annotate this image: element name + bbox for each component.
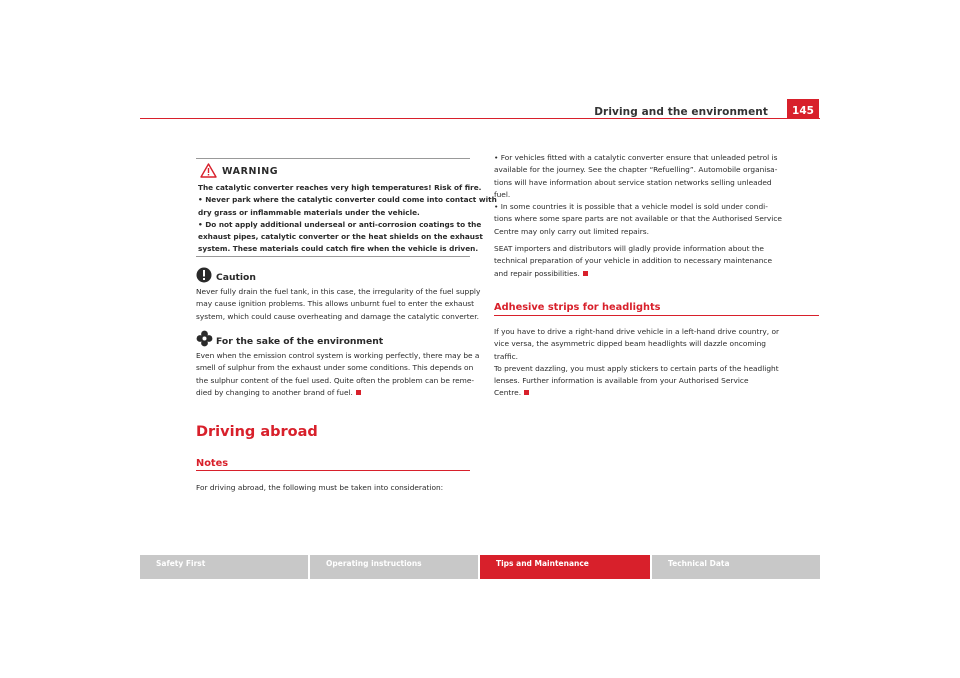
environment-line-last	[196, 387, 479, 399]
right-line: SEAT importers and distributors will gladly provide information about the	[494, 244, 764, 254]
caution-exclamation-icon	[196, 267, 212, 283]
environment-text	[196, 350, 479, 399]
notes-text: For driving abroad, the following must be taken into consideration:	[196, 483, 444, 492]
right-line: technical preparation of your vehicle in addition to necessary maintenance	[494, 256, 773, 266]
adhesive-line: vice versa, the asymmetric dipped beam headlights will dazzle oncoming	[494, 339, 766, 349]
notes-rule	[196, 470, 470, 471]
right-line: tions will have information about service station networks selling unleaded	[494, 177, 772, 187]
warning-title: WARNING	[222, 166, 279, 177]
page-number: 145	[787, 99, 819, 119]
page-header-title: Driving and the environment	[594, 106, 768, 118]
environment-flower-icon	[196, 330, 213, 347]
adhesive-rule	[494, 315, 819, 316]
caution-title: Caution	[216, 272, 256, 283]
caution-text	[196, 286, 480, 323]
right-line: tions where some spare parts are not available or that the Authorised Service	[494, 214, 782, 224]
caution-line: system, which could cause overheating and damage the catalytic converter.	[196, 311, 479, 321]
adhesive-line: traffic.	[494, 351, 519, 361]
adhesive-line: If you have to drive a right-hand drive vehicle in a left-hand drive country, or	[494, 327, 780, 336]
caution-line: Never fully drain the fuel tank, in this case, the irregularity of the fuel supply	[196, 287, 481, 296]
section-end-mark	[583, 271, 588, 276]
adhesive-line: To prevent dazzling, you must apply stickers to certain parts of the headlight	[494, 363, 779, 373]
caution-line: may cause ignition problems. This allows unburnt fuel to enter the exhaust	[196, 299, 475, 309]
warning-line: dry grass or inflammable materials under the vehicle.	[198, 207, 420, 217]
adhesive-strips-heading: Adhesive strips for headlights	[494, 302, 661, 313]
environment-line: died by changing to another brand of fuel.	[196, 387, 353, 397]
right-line-last	[494, 268, 782, 280]
environment-line: Even when the emission control system is working perfectly, there may be a	[196, 351, 480, 360]
warning-triangle-icon	[200, 163, 217, 178]
footer-navigation	[140, 555, 820, 579]
warning-line: • Never park where the catalytic converter could come into contact with	[198, 195, 497, 205]
footer-tab-safety-first[interactable]: Safety First	[140, 555, 308, 579]
right-line: fuel.	[494, 189, 511, 199]
footer-tab-technical-data[interactable]: Technical Data	[652, 555, 820, 579]
environment-line: the sulphur content of the fuel used. Quite often the problem can be reme-	[196, 375, 475, 385]
warning-line: exhaust pipes, catalytic converter or the heat shields on the exhaust	[198, 232, 483, 242]
section-end-mark	[356, 390, 361, 395]
right-column-text	[494, 152, 782, 280]
adhesive-line: lenses. Further information is available from your Authorised Service	[494, 376, 749, 386]
warning-line: system. These materials could catch fire when the vehicle is driven.	[198, 244, 479, 254]
footer-tab-tips-and-maintenance[interactable]: Tips and Maintenance	[480, 555, 650, 579]
environment-title: For the sake of the environment	[216, 336, 384, 347]
adhesive-line-last	[494, 387, 779, 399]
right-line: Centre may only carry out limited repairs.	[494, 226, 649, 236]
warning-line: The catalytic converter reaches very high temperatures! Risk of fire.	[198, 183, 482, 192]
right-line: available for the journey. See the chapter “Refuelling”. Automobile organisa-	[494, 165, 778, 175]
section-end-mark	[524, 390, 529, 395]
driving-abroad-heading: Driving abroad	[196, 424, 318, 440]
adhesive-line: Centre.	[494, 388, 522, 398]
right-line: • In some countries it is possible that a vehicle model is sold under condi-	[494, 202, 768, 212]
right-line: and repair possibilities.	[494, 268, 580, 278]
right-line: • For vehicles fitted with a catalytic converter ensure that unleaded petrol is	[494, 153, 778, 162]
adhesive-text	[494, 326, 779, 400]
notes-subheading: Notes	[196, 458, 229, 469]
environment-line: smell of sulphur from the exhaust under some conditions. This depends on	[196, 363, 474, 373]
warning-line: • Do not apply additional underseal or anti-corrosion coatings to the	[198, 219, 482, 229]
header-rule	[140, 118, 820, 119]
warning-text	[198, 182, 497, 256]
footer-tab-operating-instructions[interactable]: Operating instructions	[310, 555, 478, 579]
